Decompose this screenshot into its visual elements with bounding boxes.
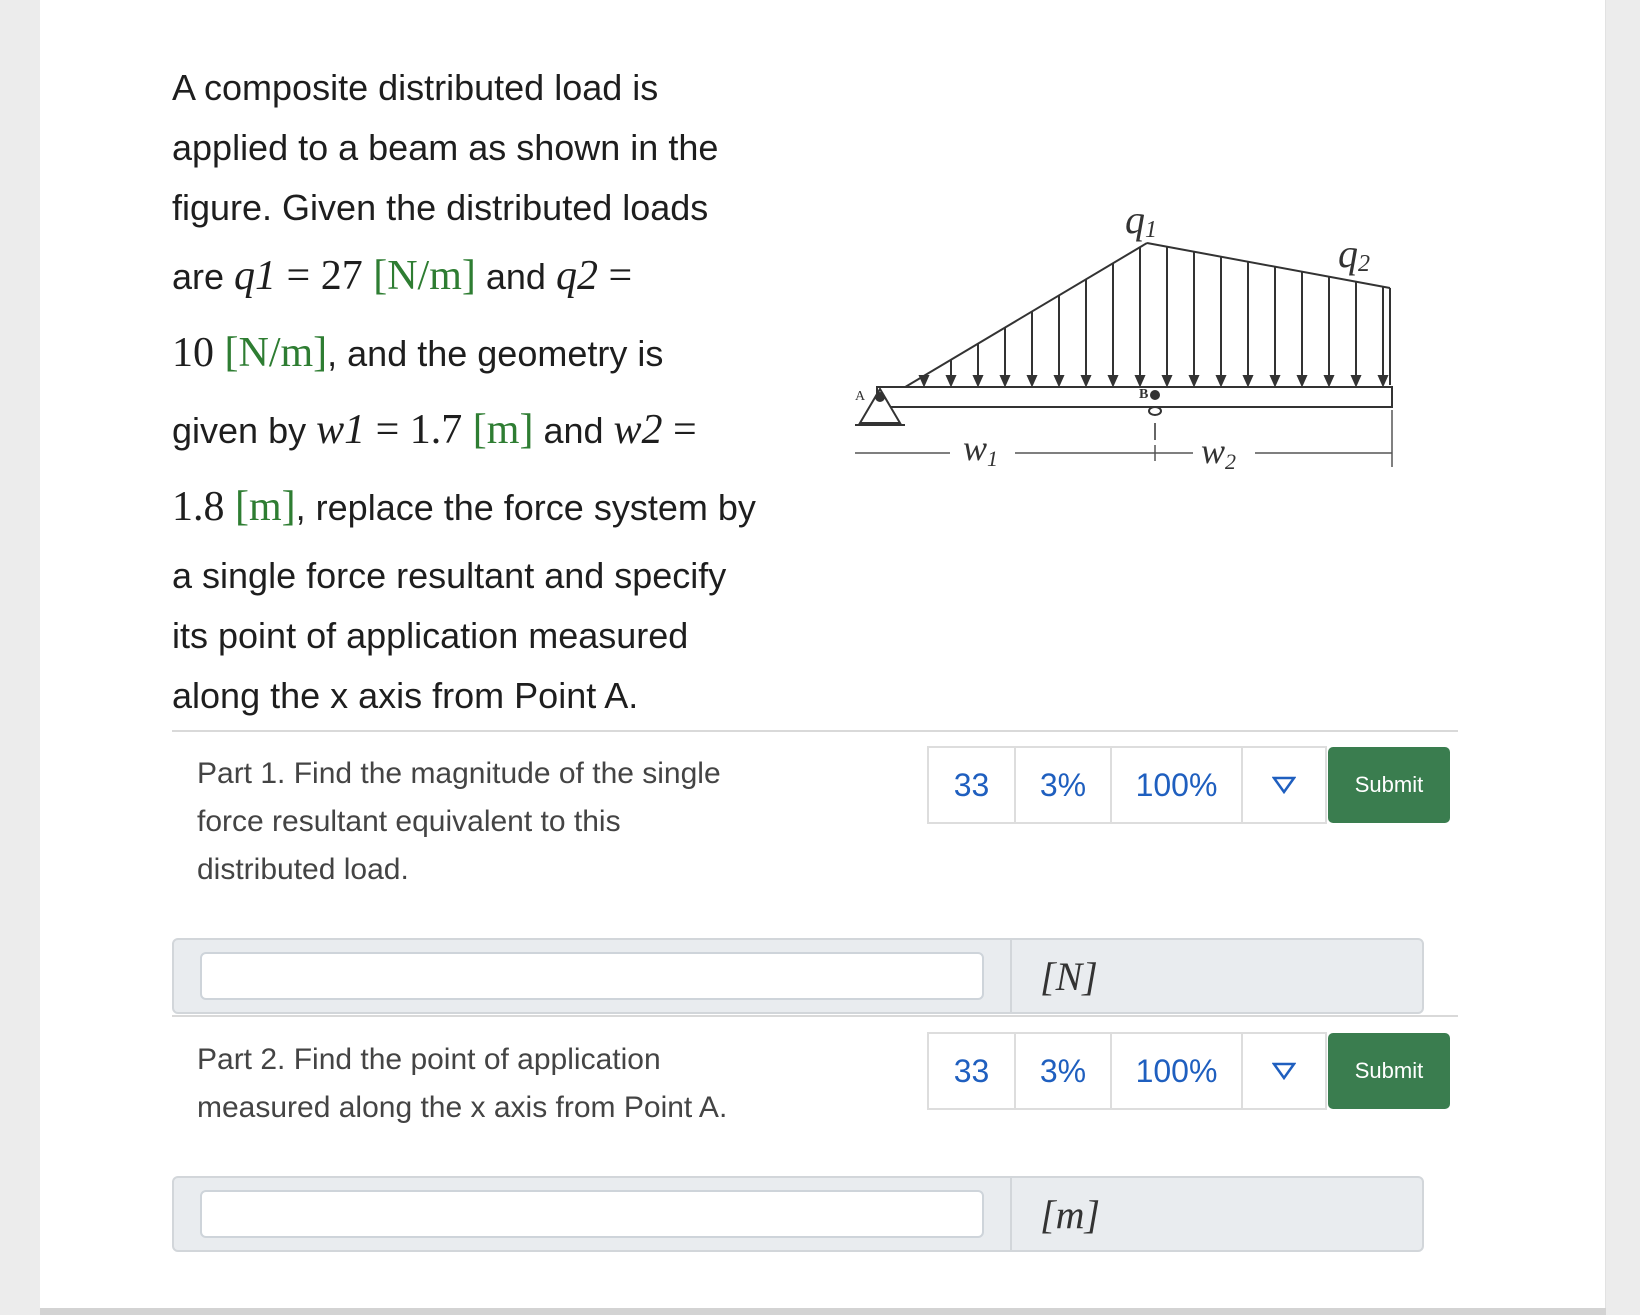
part2-stats [927,1032,1325,1110]
part1-unit: [N] [1010,940,1424,1012]
load-arrow-head [1379,376,1387,385]
load-arrow-head [947,376,955,385]
problem-statement [172,58,812,726]
bottom-strip [40,1308,1606,1315]
load-arrow-head [1136,376,1144,385]
q1-label: q1 [1125,197,1157,243]
w1-label: w1 [963,428,999,471]
point-a-label: A [855,389,866,404]
load-arrow-head [1163,376,1171,385]
part1-answer-input[interactable] [200,952,984,1000]
load-arrow-head [1082,376,1090,385]
q2-label: q2 [1338,231,1370,277]
part2-text-line: measured along the x axis from Point A. [197,1091,728,1124]
w2-label: w2 [1201,431,1237,474]
part1-answer-row [172,938,1424,1014]
problem-line-q1: are q1 = 27 [N/m] and q2 = [172,253,633,299]
triangle-down-icon [1272,1062,1296,1080]
load-arrow-head [1055,376,1063,385]
part1-submit-button[interactable]: Submit [1328,747,1450,823]
triangle-down-icon [1272,776,1296,794]
problem-line: applied to a beam as shown in the [172,127,719,168]
beam-load-diagram [855,195,1395,515]
part1-text-line: force resultant equivalent to this [197,805,621,838]
dimension-line [855,410,1392,467]
part1-question [197,750,817,894]
score-stat: 100% [1110,746,1243,824]
divider [172,730,1458,732]
problem-line-q2: 10 [N/m], and the geometry is [172,330,664,376]
expand-toggle[interactable] [1241,1032,1327,1110]
part2-answer-row [172,1176,1424,1252]
part2-unit: [m] [1010,1178,1424,1250]
attempts-stat: 33 [927,1032,1016,1110]
percent-stat: 3% [1014,1032,1112,1110]
score-stat: 100% [1110,1032,1243,1110]
load-arrow-head [1298,376,1306,385]
problem-line: along the x axis from Point A. [172,675,639,716]
beam [877,387,1392,407]
load-arrow-head [1109,376,1117,385]
load-arrow-head [1271,376,1279,385]
part2-answer-input[interactable] [200,1190,984,1238]
part2-question [197,1036,817,1132]
load-arrows [920,247,1387,385]
problem-line: a single force resultant and specify [172,555,727,596]
divider [172,1015,1458,1017]
part2-text-line: Part 2. Find the point of application [197,1043,661,1076]
point-b-label: B [1139,387,1149,402]
load-arrow-head [1190,376,1198,385]
problem-line-w2: 1.8 [m], replace the force system by [172,484,756,530]
load-arrow-head [1244,376,1252,385]
load-arrow-head [1325,376,1333,385]
load-arrow-head [1217,376,1225,385]
part1-text-line: distributed load. [197,853,409,886]
percent-stat: 3% [1014,746,1112,824]
attempts-stat: 33 [927,746,1016,824]
problem-line: its point of application measured [172,615,689,656]
problem-line: figure. Given the distributed loads [172,187,709,228]
load-arrow-head [1028,376,1036,385]
load-arrow-head [920,376,928,385]
part1-text-line: Part 1. Find the magnitude of the single [197,757,721,790]
expand-toggle[interactable] [1241,746,1327,824]
problem-line-w1: given by w1 = 1.7 [m] and w2 = [172,407,697,453]
problem-line: A composite distributed load is [172,67,659,108]
part2-submit-button[interactable]: Submit [1328,1033,1450,1109]
part1-stats [927,746,1325,824]
load-arrow-head [1352,376,1360,385]
load-arrow-head [974,376,982,385]
load-arrow-head [1001,376,1009,385]
